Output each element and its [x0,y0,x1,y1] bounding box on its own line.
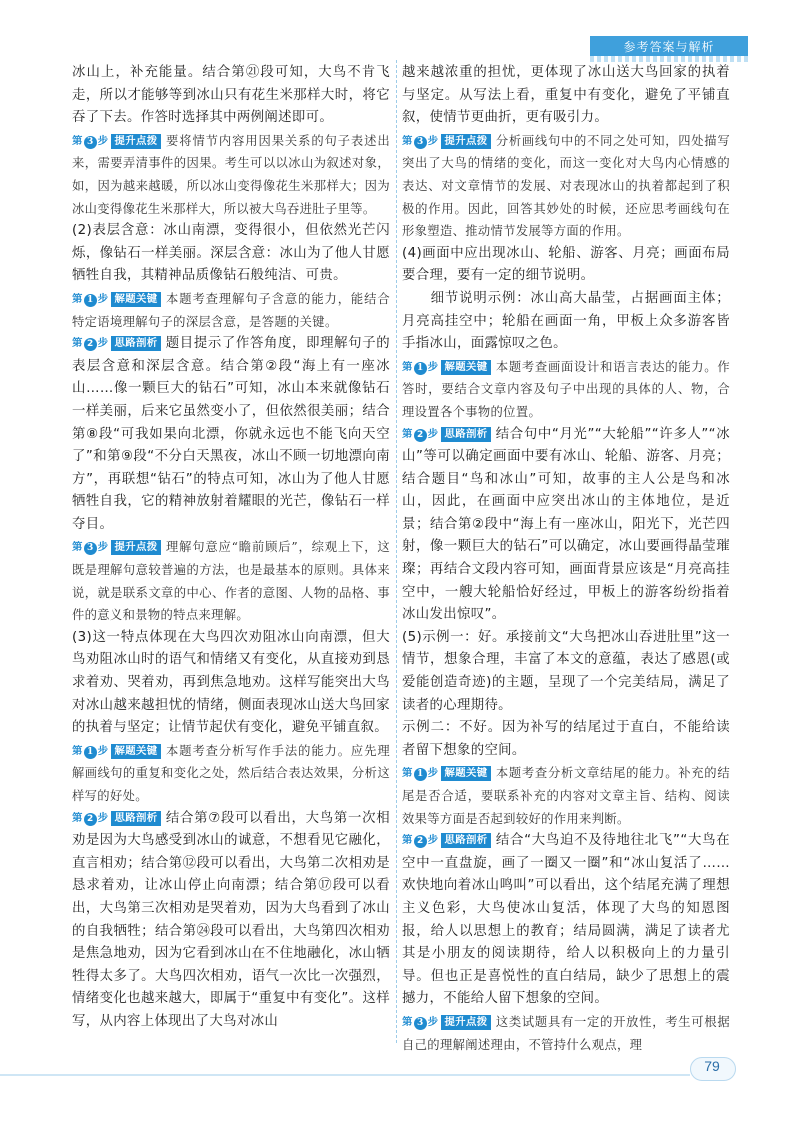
step-badge [402,427,491,442]
note-paragraph [402,356,730,424]
step-number: 第 1 步 [72,744,109,757]
step-label: 提升点拨 [111,540,162,555]
paragraph-text: 结合第⑦段可以看出，大鸟第一次相劝是因为大鸟感受到冰山的诚意，不想看见它融化，直言相劝；结合第⑫段可以看出，大鸟第二次相劝是恳求着劝，让冰山停止向南漂；结合第⑰段可以看出，大鸟第三次相劝是哭着劝，因为大鸟看到了冰山的自我牺牲；结合第㉔段可以看出，大鸟第四次相劝是焦急地劝，因为它看到冰山在不住地融化，冰山牺牲得太多了。大鸟四次相劝，语气一次比一次强烈，情绪变化也越来越大，即属于“重复中有变化”。这样写，从内容上体现出了大鸟对冰山 [72,810,390,1029]
step-number: 第 2 步 [402,427,439,440]
page-number: 79 [704,1058,720,1074]
paragraph-text: 这类试题具有一定的开放性，考生可根据自己的理解阐述理由，不管持什么观点，理 [402,1014,730,1052]
step-label: 思路剖析 [441,833,492,848]
answer-paragraph [72,333,390,536]
answer-paragraph [402,830,730,1011]
answer-paragraph [402,62,730,130]
step-number: 第 1 步 [72,292,109,305]
step-number: 第 3 步 [402,1015,439,1028]
answer-paragraph [402,288,730,356]
paragraph-text: 细节说明示例：冰山高大晶莹，占据画面主体；月亮高挂空中；轮船在画面一角，甲板上众多游客皆手指冰山，面露惊叹之色。 [402,290,730,352]
note-paragraph [72,740,390,808]
right-column [402,62,730,1052]
step-number: 第 2 步 [72,811,109,824]
step-number: 第 2 步 [402,834,439,847]
step-badge [72,744,161,759]
left-column [72,62,390,1041]
paragraph-text: 本题考查画面设计和语言表达的能力。作答时，要结合文章内容及句子中出现的具体的人、物，合理设置各个事物的位置。 [402,359,730,419]
step-number: 第 2 步 [72,337,109,350]
paragraph-text: (3)这一特点体现在大鸟四次劝阻冰山向南漂，但大鸟劝阻冰山时的语气和情绪又有变化，从直接劝到恳求着劝、哭着劝，再到焦急地劝。这样写能突出大鸟对冰山越来越担忧的情绪，侧面表现冰山送大鸟回家的执着与坚定；让情节起伏有变化，避免平铺直叙。 [72,629,390,736]
column-divider [396,60,397,1043]
step-label: 解题关键 [441,766,492,781]
note-paragraph [72,536,390,626]
paragraph-text: 题目提示了作答角度，即理解句子的表层含意和深层含意。结合第②段“海上有一座冰山……像一颗巨大的钻石”可知，冰山本来就像钻石一样美丽，后来它虽然变小了，但依然很美丽；结合第⑧段“可我如果向北漂，你就永远也不能飞向天空了”和第⑨段“不分白天黑夜，冰山不顾一切地漂向南方”，再联想“钻石”的特点可知，冰山为了他人甘愿牺牲自我，它的精神放射着耀眼的光芒，像钻石一样夺目。 [72,336,390,532]
step-badge [402,360,491,375]
paragraph-text: 本题考查理解句子含意的能力，能结合特定语境理解句子的深层含意，是答题的关键。 [72,291,390,329]
step-badge [72,811,161,826]
paragraph-text: (4)画面中应出现冰山、轮船、游客、月亮；画面布局要合理，要有一定的细节说明。 [402,245,730,284]
footer-line [0,1074,690,1076]
note-paragraph [72,288,390,333]
paragraph-text: 结合“大鸟迫不及待地往北飞”“大鸟在空中一直盘旋，画了一圈又一圈”和“冰山复活了……欢快地向着冰山鸣叫”可以看出，这个结尾充满了理想主义色彩，大鸟使冰山复活，体现了大鸟的知恩图报，给人以思想上的教育；结局圆满，满足了读者尤其是小朋友的阅读期待，给人以积极向上的力量引导。但也正是喜悦性的直白结局，缺少了思想上的震撼力，不能给人留下想象的空间。 [402,833,730,1007]
answer-paragraph [72,220,390,288]
note-paragraph [402,130,730,243]
step-number: 第 3 步 [402,134,439,147]
paragraph-text: 本题考查分析文章结尾的能力。补充的结尾是否合适，要联系补充的内容对文章主旨、结构、阅读效果等方面是否起到较好的作用来判断。 [402,766,730,826]
step-label: 提升点拨 [111,134,162,149]
paragraph-text: 分析画线句中的不同之处可知，四处描写突出了大鸟的情绪的变化，而这一变化对大鸟内心情感的表达、对文章情节的发展、对表现冰山的执着都起到了积极的作用。因此，回答其妙处的时候，还应思考画线句在形象塑造、推动情节发展等方面的作用。 [402,133,730,239]
step-badge [402,134,491,149]
answer-paragraph [402,717,730,762]
note-paragraph [72,130,390,220]
paragraph-text: 本题考查分析写作手法的能力。应先理解画线句的重复和变化之处，然后结合表达效果，分析这样写的好处。 [72,743,390,803]
step-badge [402,833,491,848]
step-label: 思路剖析 [441,427,492,442]
step-label: 解题关键 [111,744,162,759]
answer-paragraph [72,627,390,740]
step-label: 提升点拨 [441,134,492,149]
step-label: 解题关键 [111,292,162,307]
step-label: 解题关键 [441,360,492,375]
paragraph-text: 理解句意应“瞻前顾后”，综观上下，这既是理解句意较普遍的方法，也是最基本的原则。具体来说，就是联系文章的中心、作者的意图、人物的品格、事件的意义和景物的特点来理解。 [72,540,390,623]
step-number: 第 1 步 [402,767,439,780]
step-number: 第 3 步 [72,134,109,147]
paragraph-text: (5)示例一：好。承接前文“大鸟把冰山吞进肚里”这一情节，想象合理，丰富了本文的意蕴，表达了感恩(或爱能创造奇迹)的主题，呈现了一个完美结局，满足了读者的心理期待。 [402,629,730,713]
paragraph-text: 冰山上，补充能量。结合第㉑段可知，大鸟不肯飞走，所以才能够等到冰山只有花生米那样大时，将它吞了下去。作答时选择其中两例阐述即可。 [72,65,390,126]
step-badge [72,336,161,351]
answer-paragraph [72,62,390,130]
paragraph-text: 要将情节内容用因果关系的句子表述出来，需要弄清事件的因果。考生可以以冰山为叙述对象，如，因为越来越暖，所以冰山变得像花生米那样大；因为冰山变得像花生米那样大，所以被大鸟吞进肚子里等。 [72,133,390,216]
note-paragraph [402,762,730,830]
step-badge [72,134,161,149]
step-label: 思路剖析 [111,811,162,826]
step-number: 第 3 步 [72,541,109,554]
paragraph-text: 示例二：不好。因为补写的结尾过于直白，不能给读者留下想象的空间。 [402,720,730,758]
step-badge [72,292,161,307]
answer-paragraph [72,808,390,1034]
paragraph-text: 结合句中“月光”“大轮船”“许多人”“冰山”等可以确定画面中要有冰山、轮船、游客、月亮；结合题目“鸟和冰山”可知，故事的主人公是鸟和冰山，因此，在画面中应突出冰山的主体地位，是近景；结合第②段中“海上有一座冰山，阳光下，光芒四射，像一颗巨大的钻石”可以确定，冰山要画得晶莹璀璨；再结合文段内容可知，画面背景应该是“月亮高挂空中，一艘大轮船恰好经过，甲板上的游客纷纷指着冰山发出惊叹”。 [402,426,730,623]
note-paragraph [402,1011,730,1056]
paragraph-text: (2)表层含意：冰山南漂，变得很小，但依然光芒闪烁，像钻石一样美丽。深层含意：冰山为了他人甘愿牺牲自我，其精神品质像钻石般纯洁、可贵。 [72,223,390,284]
step-badge [402,766,491,781]
answer-paragraph [402,243,730,288]
step-number: 第 1 步 [402,360,439,373]
step-badge [72,540,161,555]
answer-paragraph [402,424,730,627]
step-label: 提升点拨 [441,1015,492,1030]
paragraph-text: 越来越浓重的担忧，更体现了冰山送大鸟回家的执着与坚定。从写法上看，重复中有变化，避免了平铺直叙，使情节更曲折，更有吸引力。 [402,65,730,126]
header-title: 参考答案与解析 [590,36,748,58]
answer-paragraph [402,627,730,717]
step-label: 思路剖析 [111,336,162,351]
step-badge [402,1015,491,1030]
